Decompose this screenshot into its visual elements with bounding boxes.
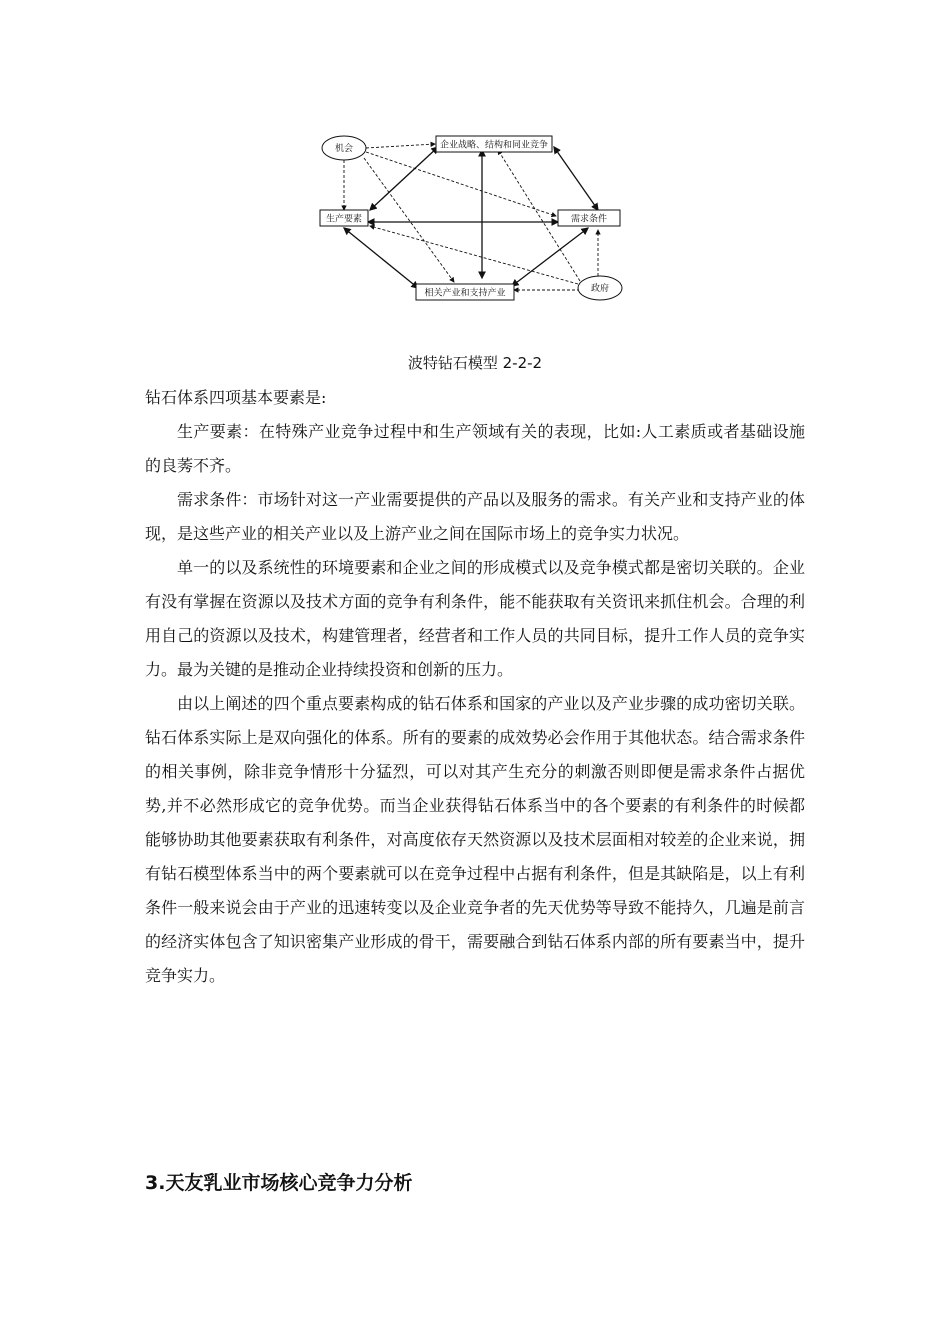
diamond-model-figure: [318, 128, 632, 306]
svg-text:机会: 机会: [334, 144, 354, 154]
node-strategy: [436, 136, 552, 152]
body-text: [145, 381, 805, 993]
section-heading: 3.天友乳业市场核心竞争力分析: [145, 1172, 413, 1194]
node-government: [578, 276, 622, 300]
paragraph-intro: 钻石体系四项基本要素是:: [145, 388, 327, 407]
svg-text:生产要素: 生产要素: [325, 214, 363, 225]
paragraph-demand: 需求条件：市场针对这一产业需要提供的产品以及服务的需求。有关产业和支持产业的体现，是这些产业的相关产业以及上游产业之间在国际市场上的竞争实力状况。: [145, 490, 805, 543]
paragraph-environment: 单一的以及系统性的环境要素和企业之间的形成模式以及竞争模式都是密切关联的。企业有没有掌握在资源以及技术方面的竞争有利条件，能不能获取有关资讯来抓住机会。合理的利用自己的资源以及技术，构建管理者，经营者和工作人员的共同目标，提升工作人员的竞争实力。最为关键的是推动企业持续投资和创新的压力。: [145, 558, 805, 679]
paragraph-factor: 生产要素：在特殊产业竞争过程中和生产领域有关的表现，比如:人工素质或者基础设施的良莠不齐。: [145, 422, 805, 475]
node-related: [416, 284, 514, 300]
svg-text:需求条件: 需求条件: [570, 214, 608, 225]
svg-text:企业战略、结构和同业竞争: 企业战略、结构和同业竞争: [439, 140, 549, 151]
diamond-model-diagram: [318, 128, 632, 306]
svg-text:政府: 政府: [590, 284, 610, 294]
svg-text:相关产业和支持产业: 相关产业和支持产业: [424, 288, 506, 299]
node-demand: [558, 210, 620, 226]
node-factor: [320, 210, 368, 226]
figure-caption: 波特钻石模型 2-2-2: [407, 354, 543, 372]
paragraph-diamond-system: 由以上阐述的四个重点要素构成的钻石体系和国家的产业以及产业步骤的成功密切关联。钻石体系实际上是双向强化的体系。所有的要素的成效势必会作用于其他状态。结合需求条件的相关事例，除非竞争情形十分猛烈，可以对其产生充分的刺激否则即便是需求条件占据优势,并不必然形成它的竞争优势。而当企业获得钻石体系当中的各个要素的有利条件的时候都能够协助其他要素获取有利条件，对高度依存天然资源以及技术层面相对较差的企业来说，拥有钻石模型体系当中的两个要素就可以在竞争过程中占据有利条件，但是其缺陷是，以上有利条件一般来说会由于产业的迅速转变以及企业竞争者的先天优势等导致不能持久，几遍是前言的经济实体包含了知识密集产业形成的骨干，需要融合到钻石体系内部的所有要素当中，提升竞争实力。: [145, 694, 805, 985]
node-chance: [322, 136, 366, 160]
